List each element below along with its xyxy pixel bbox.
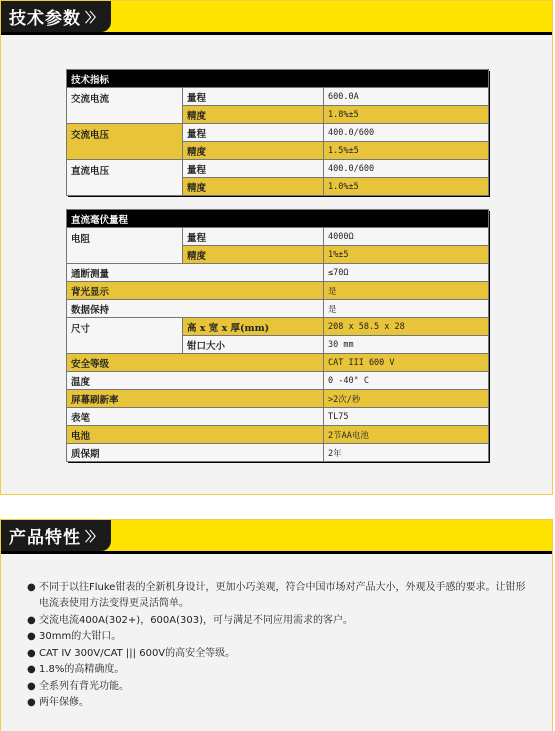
table-row xyxy=(67,264,489,282)
row-label: 精度 xyxy=(183,178,324,196)
feature-text: 全系列有背光功能。 xyxy=(39,680,129,692)
row-group-size: 尺寸 xyxy=(67,318,183,354)
row-group-ac-voltage: 交流电压 xyxy=(67,124,183,160)
row-value: 1%±5 xyxy=(324,246,489,264)
features-section-title: 产品特性 xyxy=(9,528,81,548)
bullet-icon: ● xyxy=(27,697,36,708)
row-value: 4000Ω xyxy=(324,228,489,246)
row-value: 是 xyxy=(324,282,489,300)
list-item xyxy=(27,646,531,662)
row-value: ≤70Ω xyxy=(324,264,489,282)
list-item xyxy=(27,580,531,612)
row-label: 钳口大小 xyxy=(183,336,324,354)
feature-text: 不同于以往Fluke钳表的全新机身设计，更加小巧美观，符合中国市场对产品大小，外观及手感的要求。让钳形电流表使用方法变得更灵活简单。 xyxy=(39,582,526,609)
table-row xyxy=(67,318,489,336)
feature-text: 30mm的大钳口。 xyxy=(39,631,122,642)
feature-text: CAT IV 300V/CAT ||| 600V的高安全等级。 xyxy=(39,647,236,659)
list-item xyxy=(27,679,531,695)
row-label: 温度 xyxy=(67,372,324,390)
row-value: 2年 xyxy=(324,444,489,462)
table-row xyxy=(67,372,489,390)
spec-table-ranges xyxy=(66,69,489,196)
table-row xyxy=(67,124,489,142)
table-row xyxy=(67,300,489,318)
row-value: TL75 xyxy=(324,408,489,426)
features-section-header xyxy=(1,520,552,554)
row-label: 精度 xyxy=(183,106,324,124)
row-value: CAT III 600 V xyxy=(324,354,489,372)
row-label: 屏幕刷新率 xyxy=(67,390,324,408)
row-label: 数据保持 xyxy=(67,300,324,318)
row-group-resistance: 电阻 xyxy=(67,228,183,264)
row-label: 通断测量 xyxy=(67,264,324,282)
spec-section-tab xyxy=(1,1,111,32)
table-row xyxy=(67,354,489,372)
row-label: 安全等级 xyxy=(67,354,324,372)
features-section-tab xyxy=(1,520,111,551)
row-label: 量程 xyxy=(183,228,324,246)
features-list xyxy=(27,580,531,712)
features-section xyxy=(0,519,553,731)
spec-section-header xyxy=(1,1,552,35)
list-item xyxy=(27,695,531,711)
row-value: 2节AA电池 xyxy=(324,426,489,444)
list-item xyxy=(27,629,531,645)
row-label: 量程 xyxy=(183,160,324,178)
row-label: 电池 xyxy=(67,426,324,444)
row-label: 精度 xyxy=(183,142,324,160)
table-row xyxy=(67,88,489,106)
table-row xyxy=(67,408,489,426)
row-label: 精度 xyxy=(183,246,324,264)
row-label: 高 x 宽 x 厚(mm) xyxy=(183,318,324,336)
table2-header: 直流毫伏量程 xyxy=(67,210,489,228)
table-row xyxy=(67,160,489,178)
table1-header: 技术指标 xyxy=(67,70,489,88)
bullet-icon: ● xyxy=(27,582,36,593)
row-label: 背光显示 xyxy=(67,282,324,300)
bullet-icon: ● xyxy=(27,647,36,659)
table-row xyxy=(67,228,489,246)
list-item xyxy=(27,613,531,629)
bullet-icon: ● xyxy=(27,614,36,626)
bullet-icon: ● xyxy=(27,631,36,642)
feature-text: 两年保修。 xyxy=(39,697,89,708)
table-row xyxy=(67,390,489,408)
row-value: 208 x 58.5 x 28 xyxy=(324,318,489,336)
row-value: 0 -40° C xyxy=(324,372,489,390)
row-value: 是 xyxy=(324,300,489,318)
table-row xyxy=(67,282,489,300)
row-value: 1.5%±5 xyxy=(324,142,489,160)
row-value: 30 mm xyxy=(324,336,489,354)
row-label: 质保期 xyxy=(67,444,324,462)
row-value: 400.0/600 xyxy=(324,160,489,178)
row-group-ac-current: 交流电流 xyxy=(67,88,183,124)
bullet-icon: ● xyxy=(27,664,36,675)
row-label: 表笔 xyxy=(67,408,324,426)
row-value: 400.0/600 xyxy=(324,124,489,142)
row-group-dc-voltage: 直流电压 xyxy=(67,160,183,196)
row-label: 量程 xyxy=(183,124,324,142)
row-label: 量程 xyxy=(183,88,324,106)
spec-section-title: 技术参数 xyxy=(9,9,81,29)
table-row xyxy=(67,426,489,444)
table-row xyxy=(67,444,489,462)
feature-text: 1.8%的高精确度。 xyxy=(39,664,125,675)
row-value: 1.0%±5 xyxy=(324,178,489,196)
spec-table-general xyxy=(66,209,489,462)
bullet-icon: ● xyxy=(27,680,36,692)
row-value: >2次/秒 xyxy=(324,390,489,408)
chevron-right-icon: 〉〉 xyxy=(85,530,101,545)
chevron-right-icon: 〉〉 xyxy=(85,11,101,26)
row-value: 1.8%±5 xyxy=(324,106,489,124)
feature-text: 交流电流400A(302+)，600A(303)，可与满足不同应用需求的客户。 xyxy=(39,614,354,626)
list-item xyxy=(27,662,531,678)
row-value: 600.0A xyxy=(324,88,489,106)
